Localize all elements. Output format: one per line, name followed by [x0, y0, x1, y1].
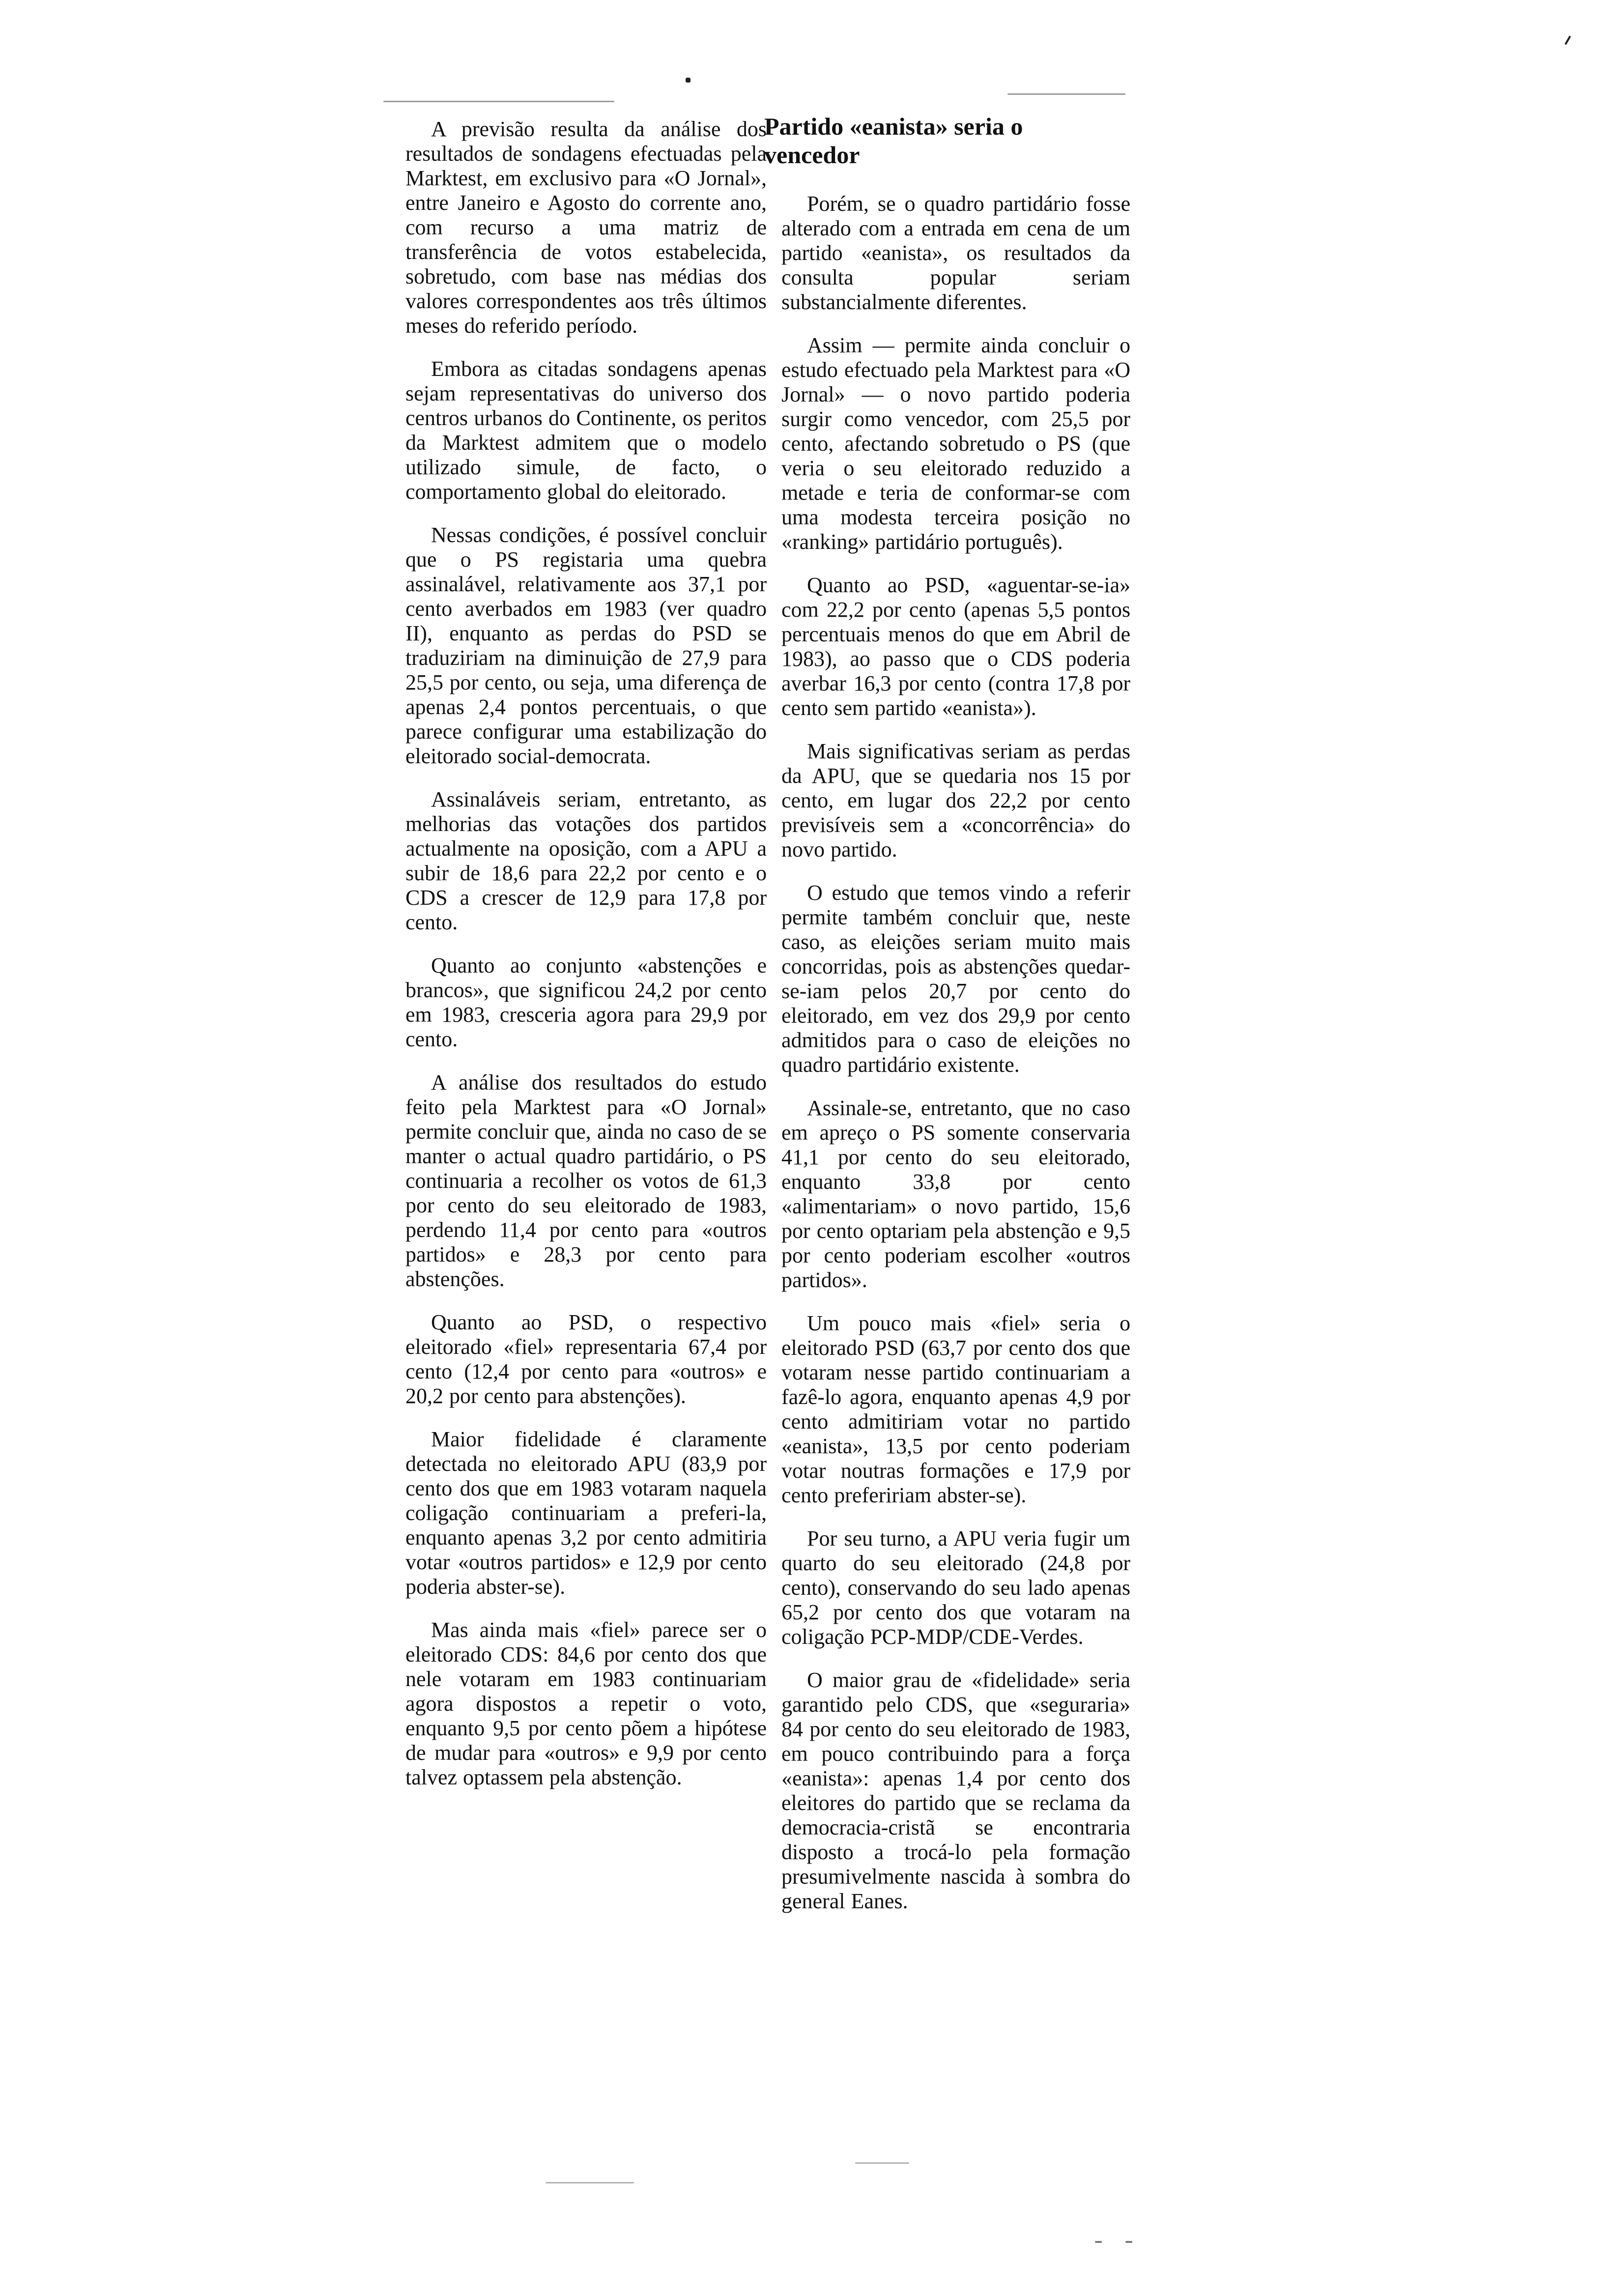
left-text-column — [405, 117, 767, 1790]
paragraph: Quanto ao PSD, «aguentar-se-ia» com 22,2 por cento (apenas 5,5 pontos percentuais menos do que em Abril de 1983), ao passo que o CDS poderia averbar 16,3 por cento (contra 17,8 por cento sem partido «eanista»). — [781, 573, 1130, 720]
scan-speck — [383, 101, 614, 102]
paragraph: A previsão resulta da análise dos resultados de sondagens efectuadas pela Marktest, em exclusivo para «O Jornal», entre Janeiro e Agosto do corrente ano, com recurso a uma matriz de transferência de votos estabelecida, sobretudo, com base nas médias dos valores correspondentes aos três últimos meses do referido período. — [405, 117, 767, 338]
scan-speck — [1125, 2241, 1132, 2243]
paragraph: Um pouco mais «fiel» seria o eleitorado PSD (63,7 por cento dos que votaram nesse partido continuariam a fazê-lo agora, enquanto apenas 4,9 por cento admitiriam votar no partido «eanista», 13,5 por cento poderiam votar noutras formações e 17,9 por cento prefeririam abster-se). — [781, 1311, 1130, 1507]
paragraph: Nessas condições, é possível concluir que o PS registaria uma quebra assinalável, relativamente aos 37,1 por cento averbados em 1983 (ver quadro II), enquanto as perdas do PSD se traduziriam na diminuição de 27,9 para 25,5 por cento, ou seja, uma diferença de apenas 2,4 pontos percentuais, o que parece configurar uma estabilização do eleitorado social-democrata. — [405, 523, 767, 768]
paragraph: Assim — permite ainda concluir o estudo efectuado pela Marktest para «O Jornal» — o novo partido poderia surgir como vencedor, com 25,5 por cento, afectando sobretudo o PS (que veria o seu eleitorado reduzido a metade e teria de conformar-se com uma modesta terceira posição no «ranking» partidário português). — [781, 333, 1130, 554]
scan-speck — [1095, 2241, 1102, 2243]
paragraph: Quanto ao conjunto «abstenções e brancos», que significou 24,2 por cento em 1983, cresceria agora para 29,9 por cento. — [405, 953, 767, 1051]
paragraph: Assinale-se, entretanto, que no caso em apreço o PS somente conservaria 41,1 por cento do seu eleitorado, enquanto 33,8 por cento «alimentariam» o novo partido, 15,6 por cento optariam pela abstenção e 9,5 por cento poderiam escolher «outros partidos». — [781, 1096, 1130, 1292]
paragraph: A análise dos resultados do estudo feito pela Marktest para «O Jornal» permite concluir que, ainda no caso de se manter o actual quadro partidário, o PS continuaria a recolher os votos de 61,3 por cento do seu eleitorado de 1983, perdendo 11,4 por cento para «outros partidos» e 28,3 por cento para abstenções. — [405, 1070, 767, 1291]
paragraph: Porém, se o quadro partidário fosse alterado com a entrada em cena de um partido «eanista», os resultados da consulta popular seriam substancialmente diferentes. — [781, 192, 1130, 314]
paragraph: Embora as citadas sondagens apenas sejam representativas do universo dos centros urbanos do Continente, os peritos da Marktest admitem que o modelo utilizado simule, de facto, o comportamento global do eleitorado. — [405, 357, 767, 504]
paragraph: O estudo que temos vindo a referir permite também concluir que, neste caso, as eleições seriam muito mais concorridas, pois as abstenções quedar-se-iam pelos 20,7 por cento do eleitorado, em vez dos 29,9 por cento admitidos para o caso de eleições no quadro partidário existente. — [781, 881, 1130, 1077]
scan-speck — [686, 78, 691, 83]
paragraph: Assinaláveis seriam, entretanto, as melhorias das votações dos partidos actualmente na oposição, com a APU a subir de 18,6 para 22,2 por cento e o CDS a crescer de 12,9 para 17,8 por cento. — [405, 787, 767, 934]
scan-speck — [855, 2162, 909, 2164]
paragraph: Quanto ao PSD, o respectivo eleitorado «fiel» representaria 67,4 por cento (12,4 por cento para «outros» e 20,2 por cento para abstenções). — [405, 1310, 767, 1408]
right-text-column — [781, 192, 1130, 1914]
article-headline: Partido «eanista» seria o vencedor — [764, 113, 1023, 169]
paragraph: Maior fidelidade é claramente detectada no eleitorado APU (83,9 por cento dos que em 1983 votaram naquela coligação continuariam a preferi-la, enquanto apenas 3,2 por cento admitiria votar «outros partidos» e 12,9 por cento poderia abster-se). — [405, 1427, 767, 1599]
scan-speck — [1564, 35, 1571, 45]
scan-speck — [546, 2182, 634, 2183]
paragraph: Mas ainda mais «fiel» parece ser o eleitorado CDS: 84,6 por cento dos que nele votaram em 1983 continuariam agora dispostos a repetir o voto, enquanto 9,5 por cento põem a hipótese de mudar para «outros» e 9,9 por cento talvez optassem pela abstenção. — [405, 1618, 767, 1789]
paragraph: Mais significativas seriam as perdas da APU, que se quedaria nos 15 por cento, em lugar dos 22,2 por cento previsíveis sem a «concorrência» do novo partido. — [781, 739, 1130, 861]
paragraph: O maior grau de «fidelidade» seria garantido pelo CDS, que «seguraria» 84 por cento do seu eleitorado de 1983, em pouco contribuindo para a força «eanista»: apenas 1,4 por cento dos eleitores do partido que se reclama da democracia-cristã se encontraria disposto a trocá-lo pela formação presumivelmente nascida à sombra do general Eanes. — [781, 1668, 1130, 1913]
scan-speck — [1008, 93, 1125, 95]
paragraph: Por seu turno, a APU veria fugir um quarto do seu eleitorado (24,8 por cento), conservando do seu lado apenas 65,2 por cento dos que votaram na coligação PCP-MDP/CDE-Verdes. — [781, 1526, 1130, 1649]
